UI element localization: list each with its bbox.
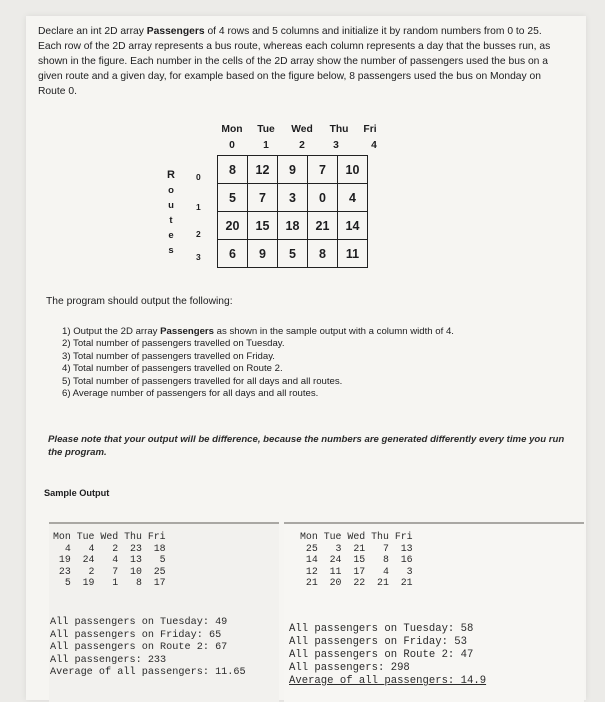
- output-row: 14 24 15 8 16: [300, 554, 413, 565]
- day-name: Wed: [291, 124, 313, 135]
- grid-cell: 18: [278, 212, 308, 240]
- requirement-text: 4) Total number of passengers travelled on Route 2.: [62, 363, 283, 375]
- output-line: Average of all passengers: 14.9: [289, 675, 487, 687]
- grid-row: [218, 156, 368, 184]
- grid-cell: 4: [338, 184, 368, 212]
- passengers-grid: [217, 155, 368, 268]
- route-letter: R: [167, 169, 175, 181]
- right-output-totals: [289, 623, 486, 688]
- output-header: Mon Tue Wed Thu Fri: [300, 531, 413, 542]
- day-name: Tue: [257, 124, 275, 135]
- day-name: Fri: [363, 124, 377, 135]
- routes-vertical-label: [166, 168, 176, 258]
- output-line: All passengers on Tuesday: 58: [289, 623, 474, 635]
- note-text: Please note that your output will be difference, because the numbers are generated differently every time you run the program.: [48, 434, 565, 458]
- intro-text-2: of 4 rows and 5 columns and initialize it by random numbers from 0 to 25. Each row of the 2D array represents a bus route, whereas each column represents a day that the busses run, as shown in the figure. Each number in the cells of the 2D array show the number of passengers used the bus on a given route and a given day, for example based on the figure below, 8 passengers used the bus on Monday on Route 0.: [38, 26, 551, 97]
- left-output-totals: [50, 617, 246, 680]
- grid-cell: 14: [338, 212, 368, 240]
- day-index: 3: [333, 140, 339, 151]
- grid-cell: 10: [338, 156, 368, 184]
- output-row: 21 20 22 21 21: [300, 577, 413, 588]
- sample-output-heading: Sample Output: [44, 488, 110, 498]
- output-line: All passengers: 298: [289, 662, 410, 674]
- grid-cell: 8: [218, 156, 248, 184]
- grid-cell: 15: [248, 212, 278, 240]
- requirement-text: 2) Total number of passengers travelled on Tuesday.: [62, 338, 285, 350]
- output-line: All passengers on Route 2: 67: [50, 642, 228, 653]
- output-row: 19 24 4 13 5: [53, 554, 166, 565]
- route-letter: u: [168, 200, 174, 211]
- grid-cell: 6: [218, 240, 248, 268]
- output-row: 12 11 17 4 3: [300, 565, 413, 577]
- day-index: 2: [299, 140, 305, 151]
- route-letter: e: [168, 230, 174, 241]
- grid-row: [218, 212, 368, 240]
- grid-cell: 9: [278, 156, 308, 184]
- intro-text-1: Declare an int 2D array: [38, 26, 147, 37]
- grid-row: [218, 184, 368, 212]
- output-line: All passengers on Friday: 53: [289, 636, 468, 648]
- intro-bold-passengers: Passengers: [146, 26, 205, 37]
- grid-cell: 7: [308, 156, 338, 184]
- grid-cell: 3: [278, 184, 308, 212]
- grid-cell: 5: [218, 184, 248, 212]
- output-line: Average of all passengers: 11.65: [50, 667, 246, 678]
- route-index: 2: [196, 229, 201, 239]
- requirement-item: [62, 363, 454, 375]
- output-line: All passengers on Friday: 65: [50, 629, 222, 641]
- requirement-text: as shown in the sample output with a column width of 4.: [214, 326, 454, 337]
- output-line: All passengers: 233: [50, 654, 167, 666]
- day-name: Mon: [221, 124, 243, 135]
- route-letter: o: [168, 185, 174, 196]
- day-name: Thu: [329, 124, 349, 135]
- grid-cell: 21: [308, 212, 338, 240]
- program-heading: The program should output the following:: [46, 296, 233, 307]
- left-output-grid: [53, 531, 166, 589]
- output-line: All passengers on Tuesday: 49: [50, 617, 228, 628]
- output-row: 5 19 1 8 17: [53, 577, 166, 588]
- output-row: 23 2 7 10 25: [53, 565, 166, 577]
- requirement-item: [62, 338, 454, 350]
- route-letter: t: [169, 215, 173, 226]
- requirement-text: 5) Total number of passengers travelled for all days and all routes.: [62, 375, 343, 387]
- grid-cell: 12: [248, 156, 278, 184]
- grid-row: [218, 240, 368, 268]
- route-index: 3: [196, 252, 201, 262]
- grid-cell: 9: [248, 240, 278, 268]
- grid-cell: 0: [308, 184, 338, 212]
- requirement-item: [62, 376, 454, 388]
- route-letter: s: [168, 245, 174, 256]
- route-index: 0: [196, 172, 201, 182]
- requirement-bold: Passengers: [160, 326, 214, 337]
- day-index: 4: [371, 140, 377, 151]
- requirement-item: [62, 388, 454, 400]
- grid-cell: 20: [218, 212, 248, 240]
- grid-cell: 7: [248, 184, 278, 212]
- requirement-text: 6) Average number of passengers for all days and all routes.: [62, 388, 319, 400]
- day-index: 1: [263, 140, 269, 151]
- day-index: 0: [229, 140, 235, 151]
- grid-cell: 8: [308, 240, 338, 268]
- grid-cell: 5: [278, 240, 308, 268]
- route-index: 1: [196, 202, 201, 212]
- requirement-item: [62, 351, 454, 363]
- intro-paragraph: [38, 24, 563, 99]
- requirement-item: [62, 326, 454, 338]
- output-header: Mon Tue Wed Thu Fri: [53, 531, 166, 542]
- requirement-text: 3) Total number of passengers travelled on Friday.: [62, 350, 275, 362]
- requirements-list: [62, 326, 454, 400]
- grid-cell: 11: [338, 240, 368, 268]
- output-row: 4 4 2 23 18: [53, 542, 166, 554]
- requirement-text: 1) Output the 2D array: [62, 326, 161, 337]
- right-output-grid: [300, 531, 413, 589]
- output-row: 25 3 21 7 13: [300, 542, 413, 554]
- output-line: All passengers on Route 2: 47: [289, 649, 474, 661]
